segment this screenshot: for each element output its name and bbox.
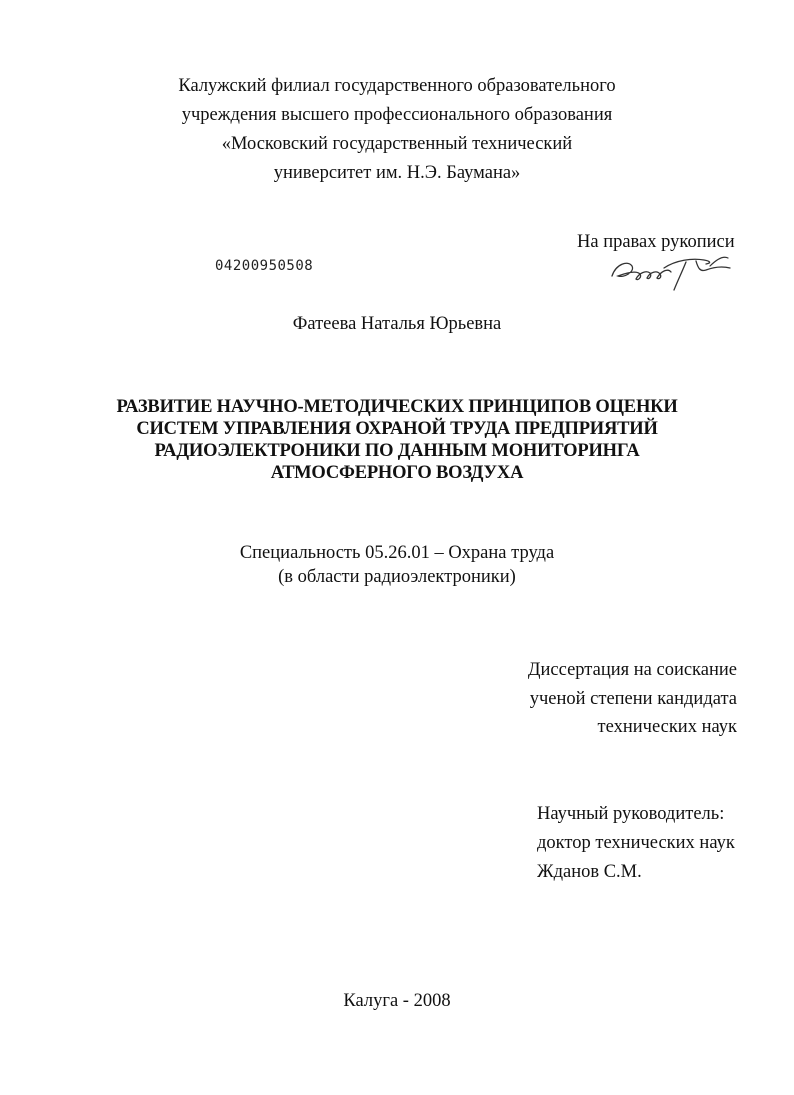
institution-line: Калужский филиал государственного образовательного: [178, 76, 616, 96]
handwritten-signature: [606, 246, 736, 292]
manuscript-rights: На правах рукописи: [577, 232, 735, 252]
supervisor-line: доктор технических наук: [537, 833, 735, 853]
supervisor-line: Жданов С.М.: [537, 862, 642, 882]
institution-line: университет им. Н.Э. Баумана»: [273, 163, 521, 183]
title-line: РАДИОЭЛЕКТРОНИКИ ПО ДАННЫМ МОНИТОРИНГА: [154, 441, 640, 461]
dissertation-degree: [528, 656, 737, 742]
institution-line: «Московский государственный технический: [221, 134, 573, 154]
institution-line: учреждения высшего профессионального образования: [181, 105, 613, 125]
document-code: 04200950508: [215, 258, 314, 274]
specialty: [0, 541, 794, 589]
degree-line: технических наук: [597, 717, 737, 737]
title-line: РАЗВИТИЕ НАУЧНО-МЕТОДИЧЕСКИХ ПРИНЦИПОВ ОЦЕНКИ: [116, 397, 678, 417]
place-year: Калуга - 2008: [343, 991, 451, 1011]
supervisor-line: Научный руководитель:: [537, 804, 725, 824]
institution-header: [0, 72, 794, 188]
degree-line: Диссертация на соискание: [527, 660, 737, 680]
specialty-line: Специальность 05.26.01 – Охрана труда: [239, 543, 555, 563]
title-line: СИСТЕМ УПРАВЛЕНИЯ ОХРАНОЙ ТРУДА ПРЕДПРИЯТИЙ: [136, 419, 658, 439]
supervisor: [537, 800, 735, 887]
title-line: АТМОСФЕРНОГО ВОЗДУХА: [270, 463, 524, 483]
author-name: Фатеева Наталья Юрьевна: [292, 314, 502, 334]
degree-line: ученой степени кандидата: [529, 688, 737, 709]
dissertation-title: [0, 396, 794, 484]
specialty-line: (в области радиоэлектроники): [278, 567, 516, 587]
